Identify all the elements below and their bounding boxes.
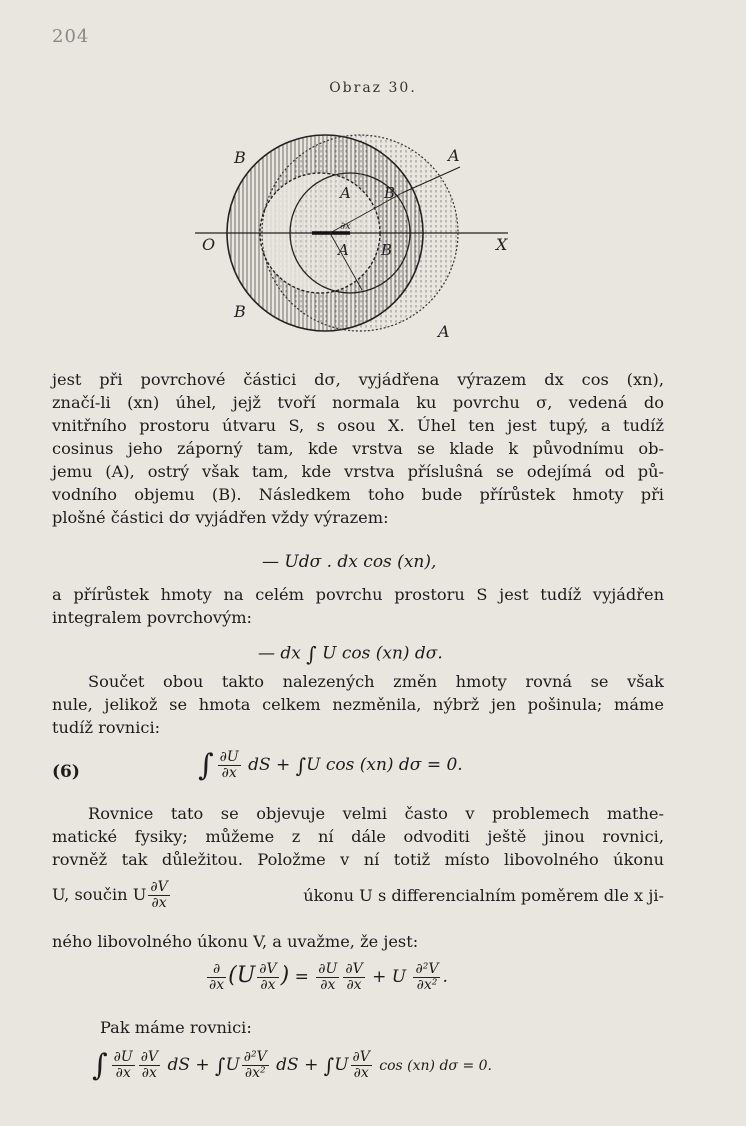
paragraph-2 (52, 583, 664, 629)
paragraph-5: U, součin U $\frac{\partial V}{\partial x}$ úkonu U s differencialním poměrem dle x ji- (52, 879, 664, 911)
text-line: nule, jelikož se hmota celkem nezměnila, nýbrž jen pošinula; máme (52, 695, 664, 714)
label-X: X (496, 235, 508, 254)
text-line: vnitřního prostoru útvaru S, s osou X. Úhel ten jest tupý, a tudíž (52, 416, 664, 435)
eq2-body: U cos (xn) dσ. (322, 643, 443, 664)
text-line: a přírůstek hmoty na celém povrchu prostoru S jest tudíž vyjádřen (52, 585, 664, 604)
label-A-lower: A (438, 322, 450, 341)
equation-final: ∫ $\frac{\partial U}{\partial x}$ $\frac{\partial V}{\partial x}$ dS + ∫U $\frac{\text{∂²V}}{\text{∂x²}}$ dS + ∫U $\frac{\partial V}{\partial x}$ cos (xn) dσ = 0. (92, 1048, 492, 1083)
label-A-lower-inner: A (338, 241, 349, 259)
label-O: O (202, 235, 216, 254)
text-line: Součet obou takto nalezených změn hmoty rovná se však (88, 672, 664, 691)
integral-sign: ∫ (295, 753, 307, 778)
label-A-inner: A (340, 184, 351, 202)
text-line: matické fysiky; můžeme z ní dále odvoditi ještě jinou rovnici, (52, 827, 664, 846)
paragraph-3 (52, 670, 664, 739)
label-B-upper: B (234, 148, 246, 167)
label-B-lower: B (234, 302, 246, 321)
text-line: cosinus jeho záporný tam, kde vrstva se klade k původnímu ob- (52, 439, 664, 458)
text-line: ného libovolného úkonu V, a uvažme, že jest: (52, 932, 419, 951)
paragraph-4 (52, 802, 664, 871)
text-line: značí-li (xn) úhel, jejž tvoří normala ku povrchu σ, vedená do (52, 393, 664, 412)
integral-sign: ∫ (92, 1048, 108, 1083)
label-B-lower-inner: B (381, 241, 393, 259)
paragraph-7 (52, 1016, 712, 1039)
equation-1: — Udσ . dx cos (xn), (262, 552, 437, 572)
label-A-upper-right: A (448, 146, 460, 165)
text-line: jemu (A), ostrý však tam, kde vrstva přísluŝná se odejímá od pů- (52, 462, 664, 481)
integral-sign: ∫ (323, 1053, 335, 1078)
equation-2 (258, 642, 443, 666)
integral-sign: ∫ (306, 642, 317, 666)
label-B-inner: B (384, 184, 396, 202)
text-line: rovněž tak důležitou. Položme v ní totiž místo libovolného úkonu (52, 850, 664, 869)
equation-number: (6) (52, 762, 80, 782)
page-number: 204 (52, 26, 90, 47)
equation-product-rule: $\frac{\partial}{\partial x}$ (U $\frac{\partial V}{\partial x}$ ) = $\frac{\partial U}{\partial x}$ $\frac{\partial V}{\partial x}$ + U $\frac{\text{∂²V}}{\text{∂x²}}$ . (209, 961, 448, 993)
label-dx: ∂x (340, 221, 351, 232)
text-line: integralem povrchovým: (52, 608, 253, 627)
paragraph-6 (52, 930, 664, 953)
equation-6: ∫ $\frac{\partial U}{\partial x}$ dS + ∫U cos (xn) dσ = 0. (198, 748, 463, 783)
text-line: vodního objemu (B). Následkem toho bude přírůstek hmoty při (52, 485, 664, 504)
figure-30-diagram (190, 105, 520, 350)
integral-sign: ∫ (215, 1053, 226, 1078)
integral-sign: ∫ (198, 748, 214, 783)
eq2-prefix: — dx (258, 643, 301, 664)
text-line: jest při povrchové částici dσ, vyjádřena výrazem dx cos (xn), (52, 370, 664, 389)
paragraph-1 (52, 368, 664, 529)
text-line: Pak máme rovnici: (100, 1018, 252, 1037)
figure-caption: Obraz 30. (329, 80, 417, 96)
text-line: plošné částici dσ vyjádřen vždy výrazem: (52, 508, 389, 527)
text-line: Rovnice tato se objevuje velmi často v problemech mathe- (88, 804, 664, 823)
text-line: tudíž rovnici: (52, 718, 161, 737)
